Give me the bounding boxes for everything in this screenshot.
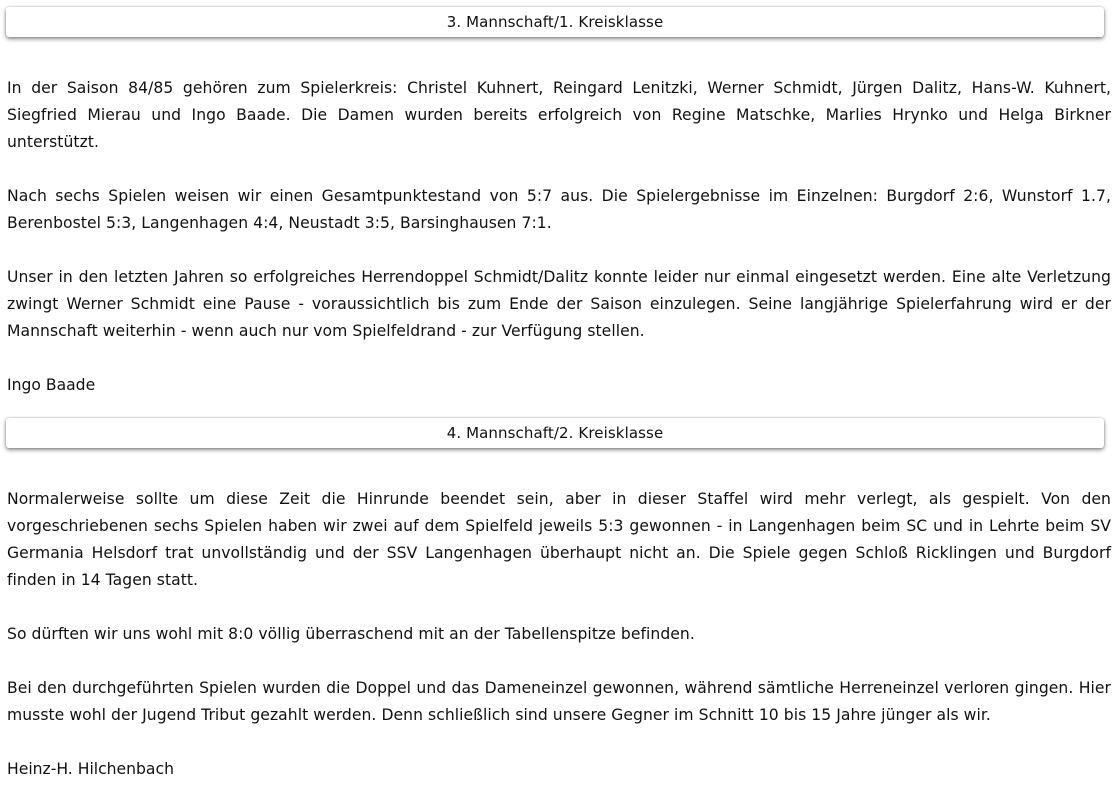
paragraph: Normalerweise sollte um diese Zeit die Hinrunde beendet sein, aber in dieser Staffel wird mehr verlegt, als gespielt. Von den vorgeschriebenen sechs Spielen haben wir zwei auf dem Spielfeld jeweils 5:3 gewonnen - in Langenhagen beim SC und in Lehrte beim SV Germania Helsdorf trat unvollständig und der SSV Langenhagen überhaupt nicht an. Die Spiele gegen Schloß Ricklingen und Burgdorf finden in 14 Tagen statt. [7,490,1111,589]
paragraph: Unser in den letzten Jahren so erfolgreiches Herrendoppel Schmidt/Dalitz konnte leider nur einmal eingesetzt werden. Eine alte Verletzung zwingt Werner Schmidt eine Pause - voraussichtlich bis zum Ende der Saison einzulegen. Seine langjährige Spielerfahrung wird er der Mannschaft weiterhin - wenn auch nur vom Spielfeldrand - zur Verfügung stellen. [7,268,1111,340]
section-header-4-mannschaft [6,418,1104,448]
section-body-4-mannschaft [7,486,1111,783]
author-signature: Ingo Baade [7,376,96,394]
paragraph: So dürften wir uns wohl mit 8:0 völlig überraschend mit an der Tabellenspitze befinden. [7,625,695,643]
section-body-3-mannschaft [7,75,1111,399]
section-title: 3. Mannschaft/1. Kreisklasse [446,13,664,31]
section-title: 4. Mannschaft/2. Kreisklasse [446,424,664,442]
author-signature: Heinz-H. Hilchenbach [7,760,174,778]
paragraph: In der Saison 84/85 gehören zum Spielerkreis: Christel Kuhnert, Reingard Lenitzki, Werner Schmidt, Jürgen Dalitz, Hans-W. Kuhnert, Siegfried Mierau und Ingo Baade. Die Damen wurden bereits erfolgreich von Regine Matschke, Marlies Hrynko und Helga Birkner unterstützt. [7,79,1111,151]
paragraph: Nach sechs Spielen weisen wir einen Gesamtpunktestand von 5:7 aus. Die Spielergebnisse im Einzelnen: Burgdorf 2:6, Wunstorf 1.7, Berenbostel 5:3, Langenhagen 4:4, Neustadt 3:5, Barsinghausen 7:1. [7,187,1111,232]
section-header-3-mannschaft [6,7,1104,37]
paragraph: Bei den durchgeführten Spielen wurden die Doppel und das Dameneinzel gewonnen, während sämtliche Herreneinzel verloren gingen. Hier musste wohl der Jugend Tribut gezahlt werden. Denn schließlich sind unsere Gegner im Schnitt 10 bis 15 Jahre jünger als wir. [7,679,1111,724]
